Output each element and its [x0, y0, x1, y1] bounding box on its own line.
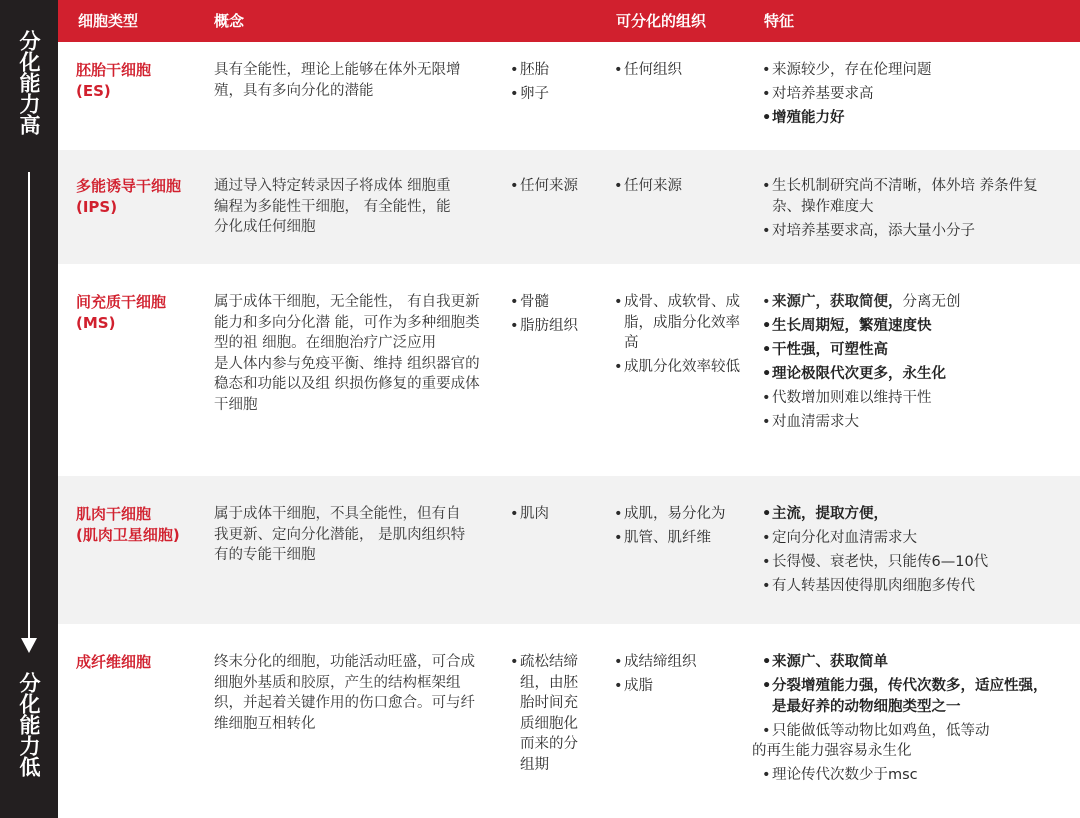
cell-feature-list — [752, 652, 1054, 789]
cell-concept: 属于成体干细胞，无全能性， 有自我更新能力和多向分化潜 能，可作为多种细胞类型的祖 细胞。在细胞治疗广泛应用 是人体内参与免疫平衡、维持 组织器官的稳态和功能以及组 织损伤修复的重要成体干细胞 — [214, 294, 480, 413]
cell-source-list — [510, 60, 600, 108]
list-item: • 来源广、获取简单 — [762, 652, 1054, 673]
cell-concept: 具有全能性，理论上能够在体外无限增殖，具有多向分化的潜能 — [214, 62, 461, 99]
list-item: • 任何组织 — [614, 60, 744, 81]
list-item: • 生长周期短，繁殖速度快 — [762, 316, 1062, 337]
list-item: • 生长机制研究尚不清晰，体外培 养条件复杂、操作难度大 — [762, 176, 1062, 217]
list-item: • 定向分化对血清需求大 — [762, 528, 1062, 549]
cell-concept: 属于成体干细胞，不具全能性，但有自我更新、定向分化潜能， 是肌肉组织特有的专能干细胞 — [214, 506, 466, 563]
table-header — [58, 0, 1080, 42]
list-item: • 对培养基要求高 — [762, 84, 1062, 105]
cell-concept: 通过导入特定转录因子将成体 细胞重编程为多能性干细胞， 有全能性，能分化成任何细胞 — [214, 178, 451, 235]
arrow-down-icon — [21, 638, 37, 653]
list-item: • 肌肉 — [510, 504, 605, 525]
list-item: • 疏松结缔组，由胚胎时间充质细胞化而来的分组期 — [510, 652, 590, 775]
feature-tail-text: 分离无创 — [902, 294, 961, 310]
list-item: • 骨髓 — [510, 292, 605, 313]
list-item: • 对培养基要求高，添大量小分子 — [762, 221, 1062, 242]
list-item: • 只能做低等动物比如鸡鱼，低等动 — [762, 721, 1054, 742]
list-item: • 成结缔组织 — [614, 652, 744, 673]
header-cell-feature: 特征 — [764, 12, 795, 30]
list-item: • 肌管、肌纤维 — [614, 528, 749, 549]
differentiation-sidebar — [0, 0, 58, 818]
table-row — [58, 476, 1080, 624]
list-item: • 任何来源 — [510, 176, 605, 197]
list-item: • 胚胎 — [510, 60, 600, 81]
list-item: • 有人转基因使得肌肉细胞多传代 — [762, 576, 1062, 597]
header-cell-concept: 概念 — [214, 12, 245, 30]
table-row — [58, 264, 1080, 476]
list-item: • 代数增加则难以维持干性 — [762, 388, 1062, 409]
table-row — [58, 624, 1080, 818]
cell-diff-list — [614, 292, 742, 381]
list-item: • 对血清需求大 — [762, 412, 1062, 433]
cell-concept: 终末分化的细胞，功能活动旺盛，可合成细胞外基质和胶原，产生的结构框架组织，并起着关键作用的伤口愈合。可与纤维细胞互相转化 — [214, 654, 475, 732]
cell-diff-list — [614, 60, 744, 84]
table-row — [58, 42, 1080, 150]
cell-type: 成纤维细胞 — [76, 653, 152, 671]
list-item: • 成骨、成软骨、成脂，成脂分化效率高 — [614, 292, 742, 354]
cell-type: 多能诱导干细胞 (IPS) — [76, 177, 182, 216]
sidebar-high-label: 分化能力高 — [17, 30, 41, 135]
list-item: • 理论传代次数少于msc — [762, 765, 1054, 786]
list-item: • 脂肪组织 — [510, 316, 605, 337]
list-item: • 理论极限代次更多，永生化 — [762, 364, 1062, 385]
cell-source-list — [510, 292, 605, 340]
table-row — [58, 150, 1080, 264]
cell-source-list — [510, 504, 605, 528]
cell-diff-list — [614, 504, 749, 552]
list-item: • 任何来源 — [614, 176, 744, 197]
list-item: • 成肌，易分化为 — [614, 504, 749, 525]
cell-type: 肌肉干细胞 (肌肉卫星细胞) — [76, 505, 180, 544]
cell-type: 胚胎干细胞 (ES) — [76, 61, 152, 100]
cell-feature-list — [762, 176, 1062, 245]
list-item: • 分裂增殖能力强，传代次数多，适应性强，是最好养的动物细胞类型之一 — [762, 676, 1054, 717]
list-item — [762, 292, 1062, 313]
cell-source-list — [510, 176, 605, 200]
header-cell-diff: 可分化的组织 — [616, 12, 707, 30]
list-item: • 来源较少，存在伦理问题 — [762, 60, 1062, 81]
list-item: • 增殖能力好 — [762, 108, 1062, 129]
list-item: • 干性强，可塑性高 — [762, 340, 1062, 361]
header-cell-type: 细胞类型 — [78, 12, 139, 30]
sidebar-low-label: 分化能力低 — [17, 672, 41, 777]
list-item: • 长得慢、衰老快，只能传6—10代 — [762, 552, 1062, 573]
feature-bold-text: 来源广，获取简便， — [772, 294, 903, 310]
list-item: • 成脂 — [614, 676, 744, 697]
cell-type: 间充质干细胞 (MS) — [76, 293, 167, 332]
cell-feature-list — [762, 292, 1062, 436]
list-item: • 主流，提取方便， — [762, 504, 1062, 525]
cell-source-list — [510, 652, 590, 779]
list-item: 的再生能力强容易永生化 — [752, 743, 912, 759]
list-item: • 成肌分化效率较低 — [614, 357, 742, 378]
cell-feature-list — [762, 60, 1062, 132]
down-arrow-line — [28, 172, 30, 640]
cell-feature-list — [762, 504, 1062, 600]
cell-diff-list — [614, 652, 744, 700]
list-item: • 卵子 — [510, 84, 600, 105]
cell-diff-list — [614, 176, 744, 200]
